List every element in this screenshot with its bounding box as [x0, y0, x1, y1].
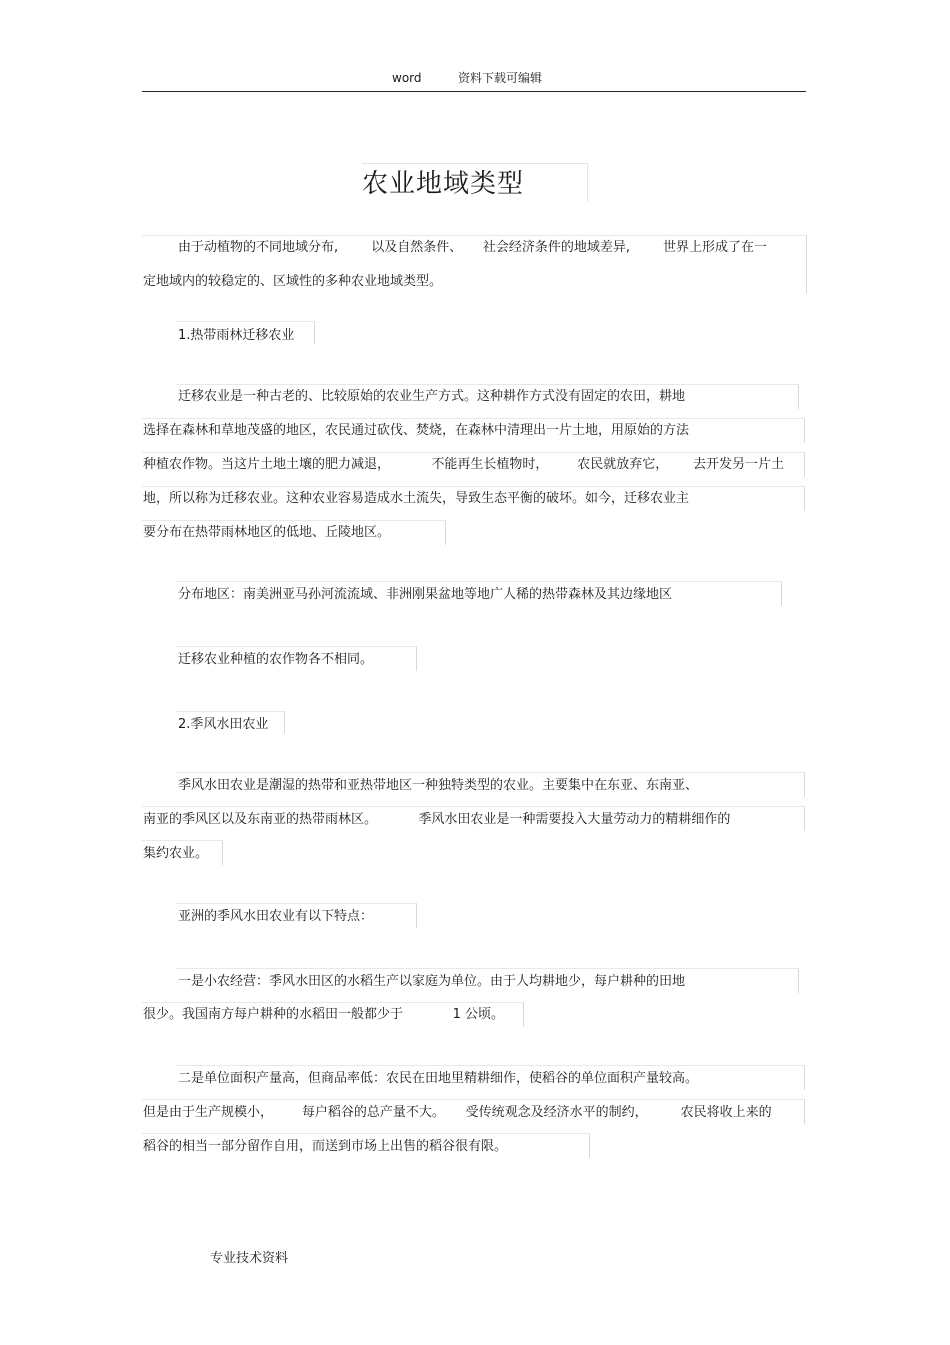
intro-line-1: 由于动植物的不同地域分布, 以及自然条件、 社会经济条件的地域差异, 世界上形成了在一 — [178, 240, 768, 255]
header-caption: 资料下载可编辑 — [458, 71, 543, 85]
feature1-line-2: 很少。我国南方每户耕种的水稻田一般都少于 1 公顷。 — [143, 1007, 504, 1022]
crops-line: 迁移农业种植的农作物各不相同。 — [178, 652, 374, 667]
section2-heading: 2.季风水田农业 — [178, 717, 269, 732]
distribution-line: 分布地区：南美洲亚马孙河流流域、非洲刚果盆地等地广人稀的热带森林及其边缘地区 — [178, 587, 673, 602]
page-footer: 专业技术资料 — [210, 1251, 289, 1266]
para1-line-1: 迁移农业是一种古老的、比较原始的农业生产方式。这种耕作方式没有固定的农田，耕地 — [178, 389, 686, 404]
para2-line-2: 南亚的季风区以及东南亚的热带雨林区。 季风水田农业是一种需要投入大量劳动力的精耕细作的 — [143, 812, 731, 827]
intro-line-2: 定地域内的较稳定的、区域性的多种农业地域类型。 — [143, 274, 443, 289]
feature2-line-3: 稻谷的相当一部分留作自用，而送到市场上出售的稻谷很有限。 — [143, 1139, 508, 1154]
features-intro-line: 亚洲的季风水田农业有以下特点： — [178, 909, 374, 924]
feature1-line-1: 一是小农经营：季风水田区的水稻生产以家庭为单位。由于人均耕地少，每户耕种的田地 — [178, 974, 686, 989]
para1-line-5: 要分布在热带雨林地区的低地、丘陵地区。 — [143, 525, 391, 540]
title-box — [362, 163, 588, 202]
page-header — [142, 70, 806, 92]
document-title: 农业地域类型 — [362, 169, 525, 199]
para2-line-3: 集约农业。 — [143, 846, 209, 861]
para1-line-4: 地，所以称为迁移农业。这种农业容易造成水土流失，导致生态平衡的破坏。如今，迁移农业主 — [143, 491, 690, 506]
para1-line-3: 种植农作物。当这片土地土壤的肥力减退， 不能再生长植物时， 农民就放弃它， 去开发另一片土 — [143, 457, 785, 472]
section1-heading: 1.热带雨林迁移农业 — [178, 328, 295, 343]
feature2-line-1: 二是单位面积产量高，但商品率低：农民在田地里精耕细作，使稻谷的单位面积产量较高。 — [178, 1071, 699, 1086]
para2-line-1: 季风水田农业是潮湿的热带和亚热带地区一种独特类型的农业。主要集中在东亚、东南亚、 — [178, 778, 699, 793]
feature2-line-2: 但是由于生产规模小， 每户稻谷的总产量不大。 受传统观念及经济水平的制约， 农民将收上来的 — [143, 1105, 772, 1120]
para1-line-2: 选择在森林和草地茂盛的地区，农民通过砍伐、焚烧，在森林中清理出一片土地，用原始的方法 — [143, 423, 690, 438]
header-word-label: word — [392, 71, 422, 85]
